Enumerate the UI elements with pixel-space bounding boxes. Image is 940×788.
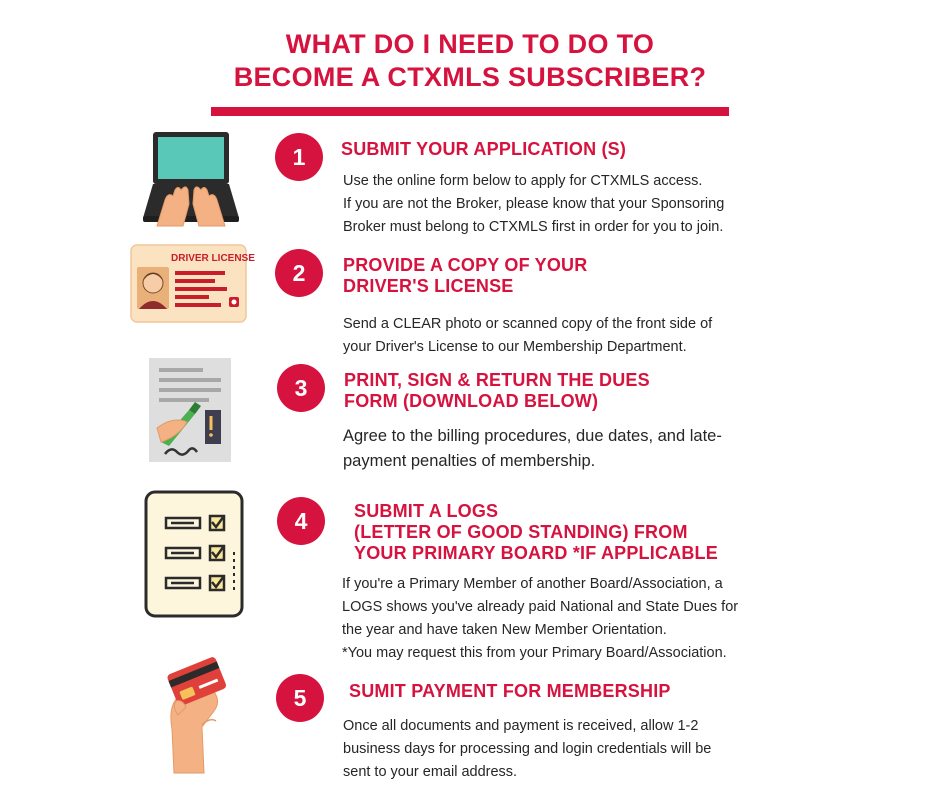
drivers-license-icon bbox=[131, 245, 255, 322]
step-2-description: Send a CLEAR photo or scanned copy of the front side of your Driver's License to our Membership Department. bbox=[343, 316, 713, 355]
step-5-description: Once all documents and payment is received, allow 1-2 business days for processing and login credentials will be sent to your email address. bbox=[343, 718, 712, 780]
step-3-number: 3 bbox=[277, 364, 325, 412]
step-1-number: 1 bbox=[275, 133, 323, 181]
step-1-heading: SUBMIT YOUR APPLICATION (S) bbox=[341, 139, 627, 159]
page-title bbox=[0, 28, 940, 94]
step-5-number: 5 bbox=[276, 674, 324, 722]
title-line-2: BECOME A CTXMLS SUBSCRIBER? bbox=[233, 62, 707, 92]
step-4-description: If you're a Primary Member of another Board/Association, a LOGS shows you've already paid National and State Dues for the year and have taken New Member Orientation. *You may request this from your Primary Board/Association. bbox=[342, 576, 739, 661]
step-4-number: 4 bbox=[277, 497, 325, 545]
step-2-number: 2 bbox=[275, 249, 323, 297]
checklist-icon bbox=[144, 490, 244, 618]
title-line-1: WHAT DO I NEED TO DO TO bbox=[285, 29, 655, 59]
step-4-heading: SUBMIT A LOGS (LETTER OF GOOD STANDING) FROM YOUR PRIMARY BOARD *IF APPLICABLE bbox=[354, 501, 718, 563]
laptop-icon bbox=[143, 130, 239, 226]
step-1-description: Use the online form below to apply for CTXMLS access. If you are not the Broker, please know that your Sponsoring Broker must belong to CTXMLS first in order for you to join. bbox=[343, 173, 725, 235]
hand-credit-card-icon bbox=[158, 655, 230, 773]
license-label: DRIVER LICENSE bbox=[171, 253, 255, 264]
step-5-heading: SUMIT PAYMENT FOR MEMBERSHIP bbox=[349, 681, 671, 701]
signing-document-icon bbox=[149, 358, 231, 462]
step-3-description: Agree to the billing procedures, due dates, and late- payment penalties of membership. bbox=[343, 427, 722, 470]
step-2-heading: PROVIDE A COPY OF YOUR DRIVER'S LICENSE bbox=[343, 255, 588, 296]
step-3-heading: PRINT, SIGN & RETURN THE DUES FORM (DOWNLOAD BELOW) bbox=[344, 370, 650, 411]
title-divider bbox=[211, 107, 729, 116]
